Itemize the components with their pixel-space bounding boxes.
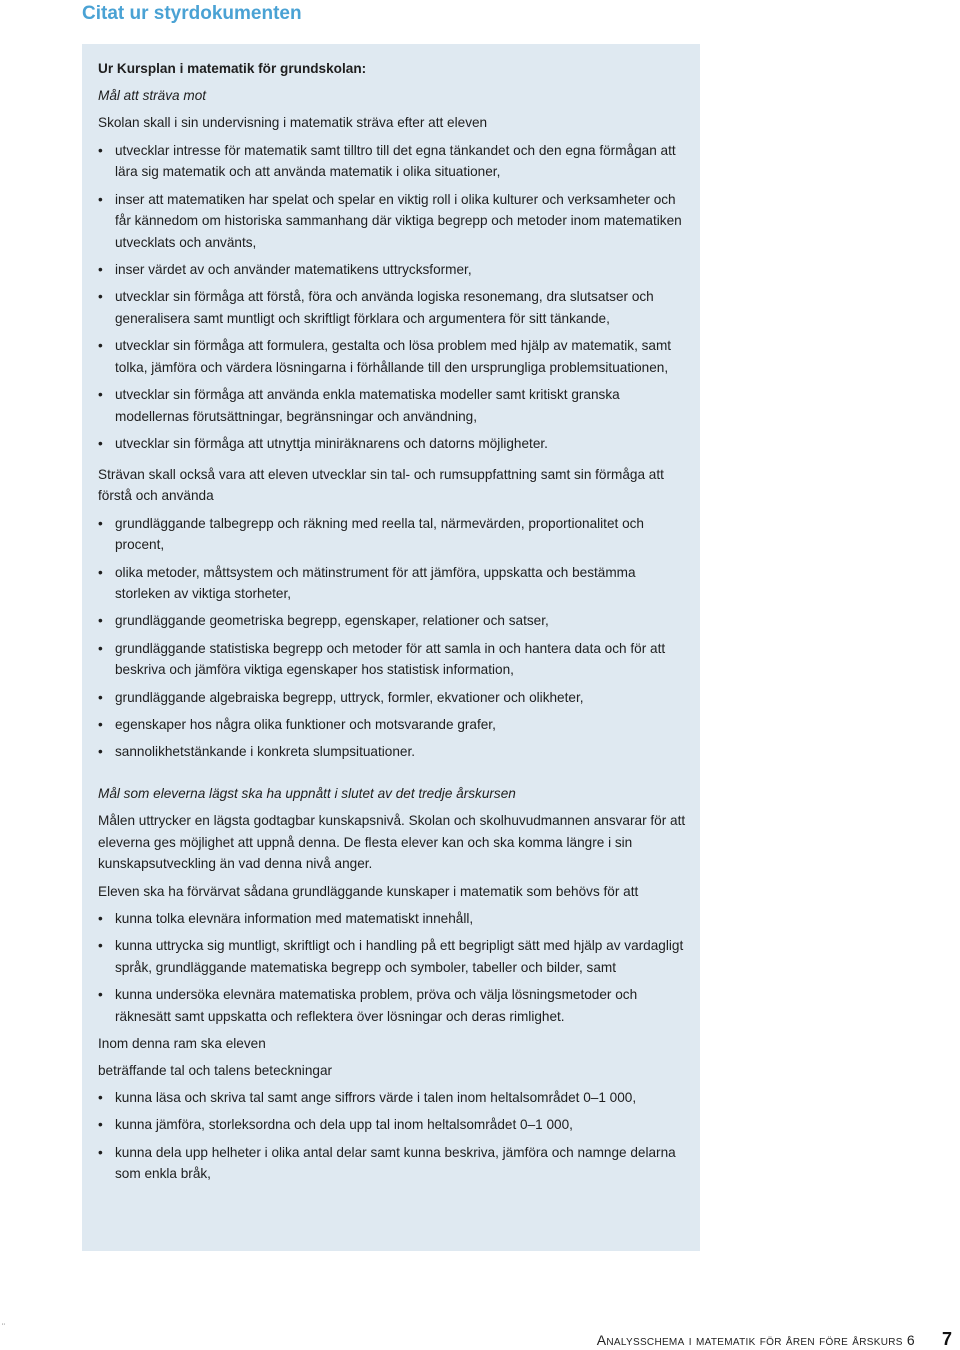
bullet-list-strive (98, 140, 686, 455)
bullet-list-goals (98, 908, 686, 1028)
list-item: • egenskaper hos några olika funktioner och motsvarande grafer, (98, 714, 686, 736)
section-title: Ur Kursplan i matematik för grundskolan: (98, 61, 367, 76)
quote-box (82, 44, 700, 1251)
page-number: 7 (941, 1329, 952, 1349)
paragraph: Eleven ska ha förvärvat sådana grundläggande kunskaper i matematik som behövs för att (98, 883, 639, 899)
list-item: • kunna uttrycka sig muntligt, skriftligt och i handling på ett begripligt sätt med hjälp av vardagligt språk, grundläggande matematiska begrepp och symboler, tabeller och bilder, samt (98, 935, 686, 978)
list-item: • utvecklar sin förmåga att formulera, gestalta och lösa problem med hjälp av matematik, samt tolka, jämföra och värdera lösningarna i förhållande till den ursprungliga problemsituationen, (98, 335, 686, 378)
list-item: • inser att matematiken har spelat och spelar en viktig roll i olika kulturer och verksamheter och får kännedom om historiska sammanhang där viktiga begrepp och metoder inom matematiken utvecklats och använts, (98, 189, 686, 254)
list-item: • utvecklar sin förmåga att utnyttja miniräknarens och datorns möjligheter. (98, 433, 686, 455)
list-item: • grundläggande statistiska begrepp och metoder för att samla in och hantera data och för att beskriva och jämföra viktiga egenskaper hos statistisk information, (98, 638, 686, 681)
bullet-list-understanding (98, 513, 686, 763)
list-item: • utvecklar sin förmåga att förstå, föra och använda logiska resonemang, dra slutsatser och generalisera samt muntligt och skriftligt förklara och argumentera för sitt tänkande, (98, 286, 686, 329)
list-item: • utvecklar sin förmåga att använda enkla matematiska modeller samt kritiskt granska modellernas förutsättningar, begränsningar och användning, (98, 384, 686, 427)
list-item: • utvecklar intresse för matematik samt tilltro till det egna tänkandet och den egna förmågan att lära sig matematik och att använda matematik i olika situationer, (98, 140, 686, 183)
intro-text: Skolan skall i sin undervisning i matematik sträva efter att eleven (98, 115, 488, 131)
paragraph: beträffande tal och talens beteckningar (98, 1062, 333, 1078)
list-item: • olika metoder, måttsystem och mätinstrument för att jämföra, uppskatta och bestämma storleken av viktiga storheter, (98, 562, 686, 605)
section-subtitle: Mål att sträva mot (98, 88, 207, 104)
paragraph: Inom denna ram ska eleven (98, 1035, 266, 1051)
section-subtitle: Mål som eleverna lägst ska ha uppnått i slutet av det tredje årskursen (98, 785, 516, 801)
list-item: • sannolikhetstänkande i konkreta slumpsituationer. (98, 741, 686, 763)
page-heading: Citat ur styrdokumenten (82, 3, 302, 24)
list-item: • kunna jämföra, storleksordna och dela upp tal inom heltalsområdet 0–1 000, (98, 1114, 686, 1136)
paragraph: Målen uttrycker en lägsta godtagbar kunskapsnivå. Skolan och skolhuvudmannen ansvarar för att eleverna ges möjlighet att uppnå denna. De flesta elever kan och ska komma längre i sin kunskapsutveckling än vad denna nivå anger. (98, 812, 686, 872)
footer-title: Analysschema i matematik för åren före årskurs 6 (596, 1332, 915, 1348)
list-item: • kunna läsa och skriva tal samt ange siffrors värde i talen inom heltalsområdet 0–1 000, (98, 1087, 686, 1109)
bullet-list-numbers (98, 1087, 686, 1185)
list-item: • grundläggande algebraiska begrepp, uttryck, formler, ekvationer och olikheter, (98, 687, 686, 709)
list-item: • grundläggande talbegrepp och räkning med reella tal, närmevärden, proportionalitet och procent, (98, 513, 686, 556)
intro-text: Strävan skall också vara att eleven utvecklar sin tal- och rumsuppfattning samt sin förmåga att förstå och använda (98, 466, 664, 504)
list-item: • kunna undersöka elevnära matematiska problem, pröva och välja lösningsmetoder och räknesätt samt uppskatta och reflektera över lösningar och deras rimlighet. (98, 984, 686, 1027)
list-item: • inser värdet av och använder matematikens uttrycksformer, (98, 259, 686, 281)
footer-mark: ¨ (2, 1322, 5, 1332)
list-item: • kunna dela upp helheter i olika antal delar samt kunna beskriva, jämföra och namnge delarna som enkla bråk, (98, 1142, 686, 1185)
list-item: • kunna tolka elevnära information med matematiskt innehåll, (98, 908, 686, 930)
list-item: • grundläggande geometriska begrepp, egenskaper, relationer och satser, (98, 610, 686, 632)
